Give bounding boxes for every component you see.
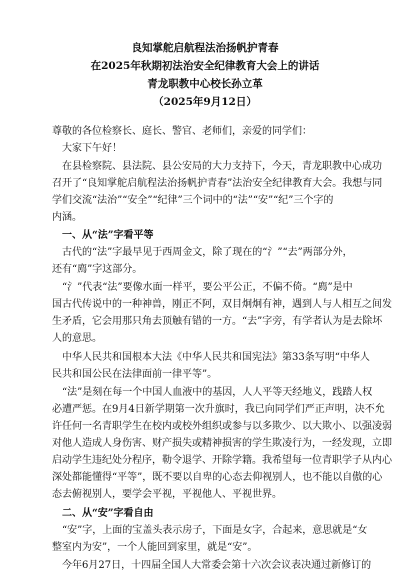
paragraph-line: 态去俯视别人，要学会平视，平视他人、平视世界。 bbox=[52, 489, 282, 500]
speaker-line: 青龙职教中心校长孙立革 bbox=[147, 78, 263, 90]
section-heading-1: 一、从“法”字看平等 bbox=[62, 230, 154, 241]
paragraph-line: 今年6月27日，十四届全国人大常委会第十六次会议表决通过新修订的 bbox=[62, 560, 372, 571]
paragraph-line: “法”是刻在每一个中国人血液中的基因，人人平等天经地义，践踏人权 bbox=[62, 387, 373, 398]
paragraph-line: 国古代传说中的一种神兽，刚正不阿，双目炯炯有神，遇到人与人相互之间发 bbox=[52, 299, 392, 310]
paragraph-line: 必遭严惩。在9月4日新学期第一次升旗时，我已向同学们严正声明，决不允 bbox=[52, 404, 385, 415]
paragraph-line: 还有“廌”字这部分。 bbox=[52, 264, 143, 275]
paragraph-line: 对他人造成人身伤害、财产损失或精神损害的学生欺凌行为，一经发现，立即 bbox=[52, 438, 392, 449]
paragraph-line: 召开了“良知掌舵启航程法治扬帆护青春”法治安全纪律教育大会。我想与同 bbox=[52, 178, 383, 189]
greeting: 大家下午好！ bbox=[62, 143, 122, 154]
speech-date: （2025年9月12日） bbox=[153, 96, 257, 108]
paragraph-line: 整室内为安”，一个人能回到家里，就是“安”。 bbox=[52, 542, 258, 553]
salutation: 尊敬的各位检察长、庭长、警官、老师们，亲爱的同学们： bbox=[52, 126, 312, 137]
paragraph-line: 民共和国公民在法律面前一律平等”。 bbox=[52, 369, 218, 380]
paragraph-line: 内涵。 bbox=[52, 212, 82, 223]
paragraph-line: 生矛盾，它会用那只角去顶触有错的一方。“去”字旁，有学者认为是去除坏 bbox=[52, 316, 383, 327]
paragraph-line: “氵”代表“法”要像水面一样平，要公平公正，不偏不倚。“廌”是中 bbox=[62, 282, 353, 293]
paragraph-line: 中华人民共和国根本大法《中华人民共和国宪法》第33条写明“中华人 bbox=[62, 352, 370, 363]
paragraph-line: “安”字，上面的宝盖头表示房子，下面是女字，合起来，意思就是“女 bbox=[62, 525, 368, 536]
paragraph-line: 学们交流“法治”“安全”“纪律”三个词中的“法”“安”“纪”三个字的 bbox=[52, 195, 334, 206]
speech-title: 良知掌舵启航程法治扬帆护青春 bbox=[131, 42, 279, 54]
paragraph-line: 许任何一名青职学生在校内或校外组织或参与以多欺少、以大欺小、以强凌弱 bbox=[52, 421, 392, 432]
paragraph-line: 启动学生违纪处分程序，勒令退学、开除学籍。我希望每一位青职学子从内心 bbox=[52, 455, 392, 466]
paragraph-line: 古代的“法”字最早见于西周金文，除了现在的“氵”“去”两部分外， bbox=[62, 247, 353, 258]
section-heading-2: 二、从“安”字看自由 bbox=[62, 508, 154, 519]
paragraph-line: 人的意思。 bbox=[52, 333, 102, 344]
paragraph-line: 在县检察院、县法院、县公安局的大力支持下，今天，青龙职教中心成功 bbox=[62, 161, 382, 172]
paragraph-line: 深处都能懂得“平等”，既不要以自卑的心态去仰视别人，也不能以自傲的心 bbox=[52, 472, 383, 483]
speech-subtitle: 在2025年秋期初法治安全纪律教育大会上的讲话 bbox=[90, 60, 320, 72]
